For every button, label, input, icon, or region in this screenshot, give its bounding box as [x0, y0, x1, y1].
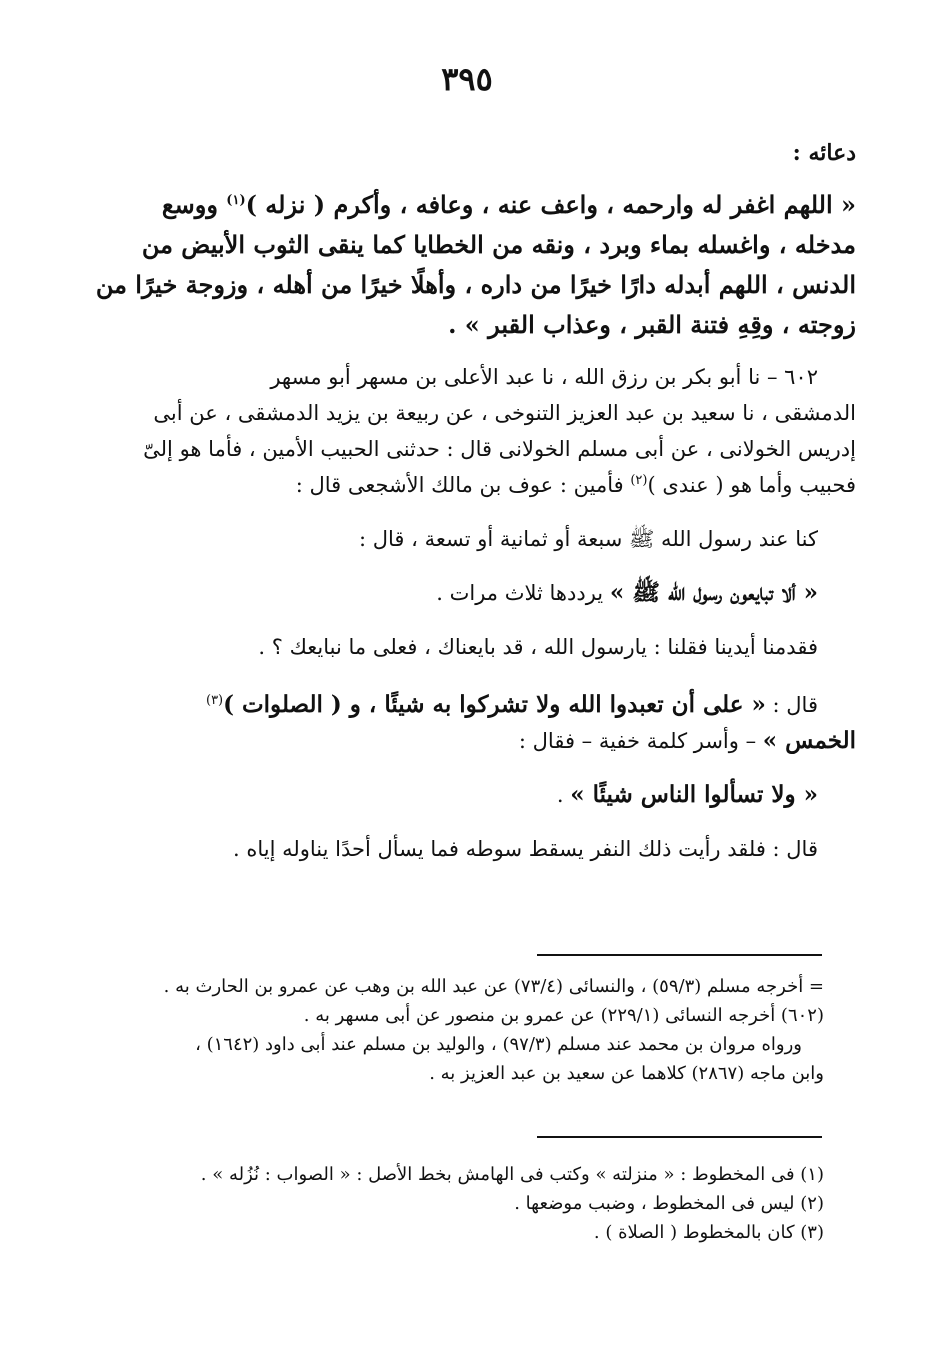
dua-line: مدخله ، واغسله بماء وبرد ، ونقه من الخطايا كما ينقى الثوب الأبيض من — [141, 230, 856, 259]
isnad-line: ٦٠٢ – نا أبو بكر بن رزق الله ، نا عبد الأعلى بن مسهر أبو مسهر — [270, 365, 818, 389]
dua-line: الدنس ، اللهم أبدله دارًا خيرًا من داره ، وأهلًا خيرًا من أهله ، وزوجة خيرًا من — [95, 270, 856, 299]
isnad-line: الدمشقى ، نا سعيد بن عبد العزيز التنوخى ، عن ربيعة بن يزيد الدمشقى ، عن أبى — [153, 401, 856, 425]
footnote-marker: (١) — [226, 193, 246, 208]
matn-line: الخمس » – وأسر كلمة خفية – فقال : — [518, 727, 856, 754]
footnote-divider — [537, 954, 822, 956]
matn-line: فقدمنا أيدينا فقلنا : يارسول الله ، قد بايعناك ، فعلى ما نبايعك ؟ . — [258, 635, 818, 659]
footnote: (٣) كان بالمخطوط ( الصلاة ) . — [593, 1222, 824, 1243]
dua-line: « اللهم اغفر له وارحمه ، واعف عنه ، وعافه ، وأكرم ( نزله )$^{(١)}$ ووسع — [161, 190, 856, 219]
matn-line: « ولا تسألوا الناس شيئًا » . — [556, 781, 818, 808]
main-text — [78, 135, 856, 867]
dua-paragraph — [78, 185, 856, 345]
takhrij-notes — [78, 972, 824, 1088]
footnote-marker: (٢) — [630, 473, 648, 488]
takhrij-line: = أخرجه مسلم (٥٩/٣) ، والنسائى (٧٣/٤) عن عبد الله بن وهب عن عمرو بن الحارث به . — [163, 976, 824, 997]
hadith-isnad-paragraph — [78, 359, 856, 503]
matn-line: « ألا تبايعون رسول الله ﷺ » يرددها ثلاث مرات . — [436, 579, 818, 606]
takhrij-line: وابن ماجه (٢٨٦٧) كلاهما عن سعيد بن عبد العزيز به . — [429, 1063, 824, 1084]
footnote-marker: (٣) — [205, 693, 224, 708]
matn-line: قال : « على أن تعبدوا الله ولا تشركوا به شيئًا ، و ( الصلوات )$^{(٣)}$ — [205, 691, 818, 718]
matn-line: قال : فلقد رأيت ذلك النفر يسقط سوطه فما يسأل أحدًا يناوله إياه . — [232, 837, 818, 861]
footnotes — [78, 1160, 824, 1247]
takhrij-line: (٦٠٢) أخرجه النسائى (٢٢٩/١) عن عمرو بن منصور عن أبى مسهر به . — [303, 1005, 824, 1026]
isnad-line: فحبيب وأما هو ( عندى )$^{(٢)}$ فأمين : عوف بن مالك الأشجعى قال : — [295, 473, 856, 497]
footnote-divider — [537, 1136, 822, 1138]
dua-line: زوجته ، وقِهِ فتنة القبر ، وعذاب القبر » . — [448, 310, 856, 339]
isnad-line: إدريس الخولانى ، عن أبى مسلم الخولانى قال : حدثنى الحبيب الأمين ، فأما هو إلىّ — [143, 437, 856, 461]
footnote: (١) فى المخطوط : « منزلته » وكتب فى الهامش بخط الأصل : « الصواب : نُزُله » . — [200, 1164, 824, 1185]
footnote: (٢) ليس فى المخطوط ، وضبب موضعها . — [514, 1193, 824, 1214]
section-heading: دعائه : — [792, 140, 856, 166]
takhrij-line: ورواه مروان بن محمد عند مسلم (٩٧/٣) ، والوليد بن مسلم عند أبى داود (١٦٤٢) ، — [195, 1034, 802, 1055]
matn-line: كنا عند رسول الله ﷺ سبعة أو ثمانية أو تسعة ، قال : — [359, 527, 818, 551]
page-number: ٣٩٥ — [441, 60, 493, 98]
